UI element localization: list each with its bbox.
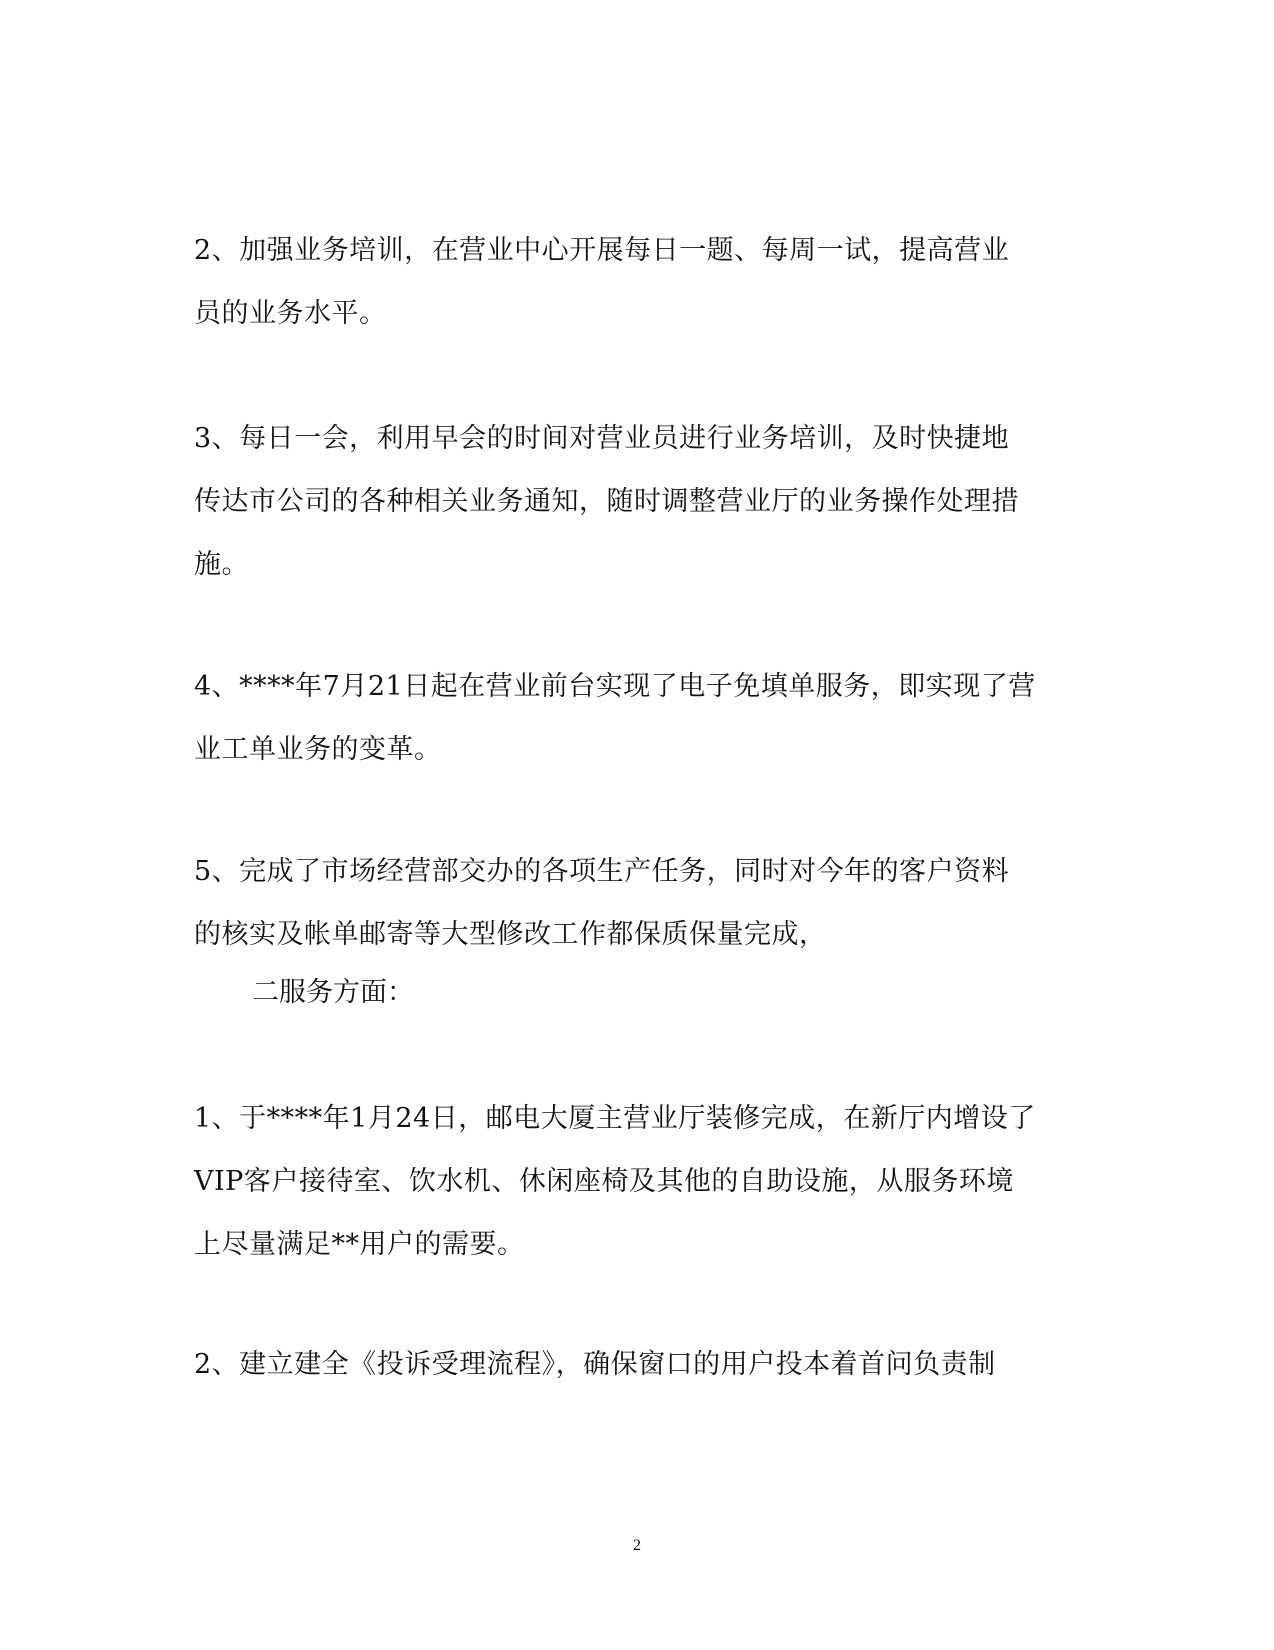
text-line: 业工单业务的变革。: [194, 734, 442, 765]
text-line: 的核实及帐单邮寄等大型修改工作都保质保量完成，: [194, 919, 827, 950]
text-line: 2、建立建全《投诉受理流程》，确保窗口的用户投本着首问负责制: [194, 1349, 996, 1380]
text-line: 传达市公司的各种相关业务通知，随时调整营业厅的业务操作处理措: [194, 486, 1019, 517]
text-line: 4、****年7月21日起在营业前台实现了电子免填单服务，即实现了营: [194, 671, 1036, 702]
paragraph-electronic-form: [194, 655, 1074, 781]
text-line: 上尽量满足**用户的需要。: [194, 1229, 525, 1260]
text-line: 5、完成了市场经营部交办的各项生产任务，同时对今年的客户资料: [194, 856, 1010, 887]
paragraph-hall-renovation: [194, 1087, 1074, 1276]
paragraph-business-training: [194, 219, 1074, 345]
text-line: 2、加强业务培训，在营业中心开展每日一题、每周一试，提高营业: [194, 235, 1010, 266]
text-line: 1、于****年1月24日，邮电大厦主营业厅装修完成，在新厅内增设了: [194, 1103, 1036, 1134]
paragraph-complaint-process: [194, 1333, 1074, 1396]
text-line: 员的业务水平。: [194, 298, 387, 329]
paragraph-production-tasks: [194, 840, 1074, 966]
text-line: VIP客户接待室、饮水机、休闲座椅及其他的自助设施，从服务环境: [194, 1166, 1014, 1197]
paragraph-daily-meeting: [194, 407, 1074, 596]
text-line: 施。: [194, 549, 249, 580]
page-number: 2: [633, 1537, 641, 1554]
text-line: 3、每日一会，利用早会的时间对营业员进行业务培训，及时快捷地: [194, 423, 1010, 454]
section-heading-service: 二服务方面：: [252, 977, 414, 1008]
